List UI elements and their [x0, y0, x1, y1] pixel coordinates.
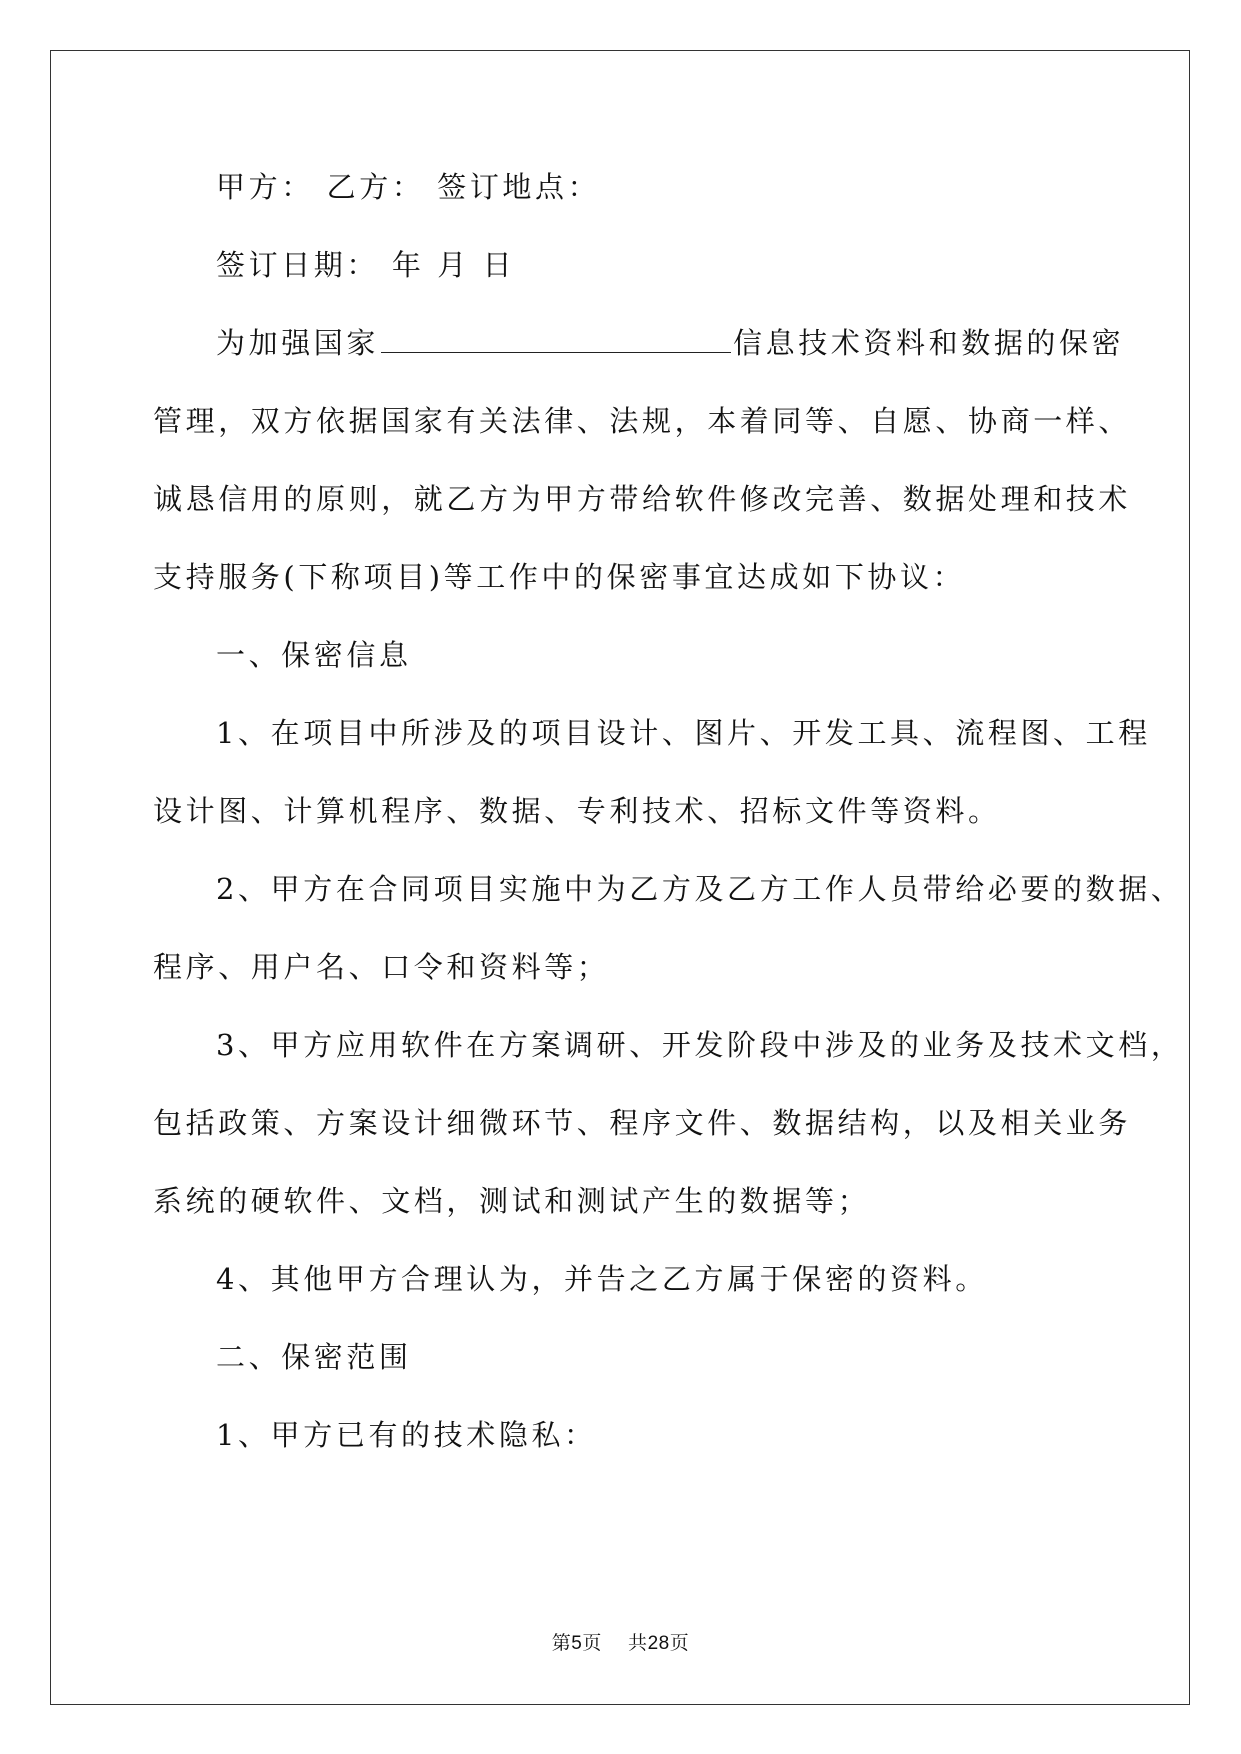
- document-body: [153, 162, 1184, 1488]
- item-1-4-line: 4、其他甲方合理认为，并告之乙方属于保密的资料。: [216, 1262, 988, 1296]
- intro-line-4: 支持服务(下称项目)等工作中的保密事宜达成如下协议：: [153, 560, 966, 594]
- item-1-3-line-3: 系统的硬软件、文档，测试和测试产生的数据等；: [153, 1184, 871, 1218]
- item-1-2-line-1: 2、甲方在合同项目实施中为乙方及乙方工作人员带给必要的数据、: [216, 872, 1184, 906]
- page-suffix: 页: [582, 1632, 602, 1654]
- item-1-2-line-2: 程序、用户名、口令和资料等；: [153, 950, 610, 984]
- total-suffix: 页: [669, 1632, 690, 1654]
- intro-line-2: 管理，双方依据国家有关法律、法规，本着同等、自愿、协商一样、: [153, 404, 1132, 438]
- item-1-1-line-2: 设计图、计算机程序、数据、专利技术、招标文件等资料。: [153, 794, 1001, 828]
- intro-text-before-blank: 为加强国家: [216, 326, 380, 360]
- page-number: 5: [571, 1633, 583, 1654]
- item-2-1-line: 1、甲方已有的技术隐私：: [216, 1418, 597, 1452]
- section-heading-confidential-scope: 二、保密范围: [216, 1340, 412, 1374]
- total-pages: 28: [647, 1633, 670, 1654]
- intro-text-after-blank: 信息技术资料和数据的保密: [733, 326, 1125, 360]
- intro-line-3: 诚恳信用的原则，就乙方为甲方带给软件修改完善、数据处理和技术: [153, 482, 1132, 516]
- page-prefix: 第: [551, 1632, 572, 1654]
- item-1-1-line-1: 1、在项目中所涉及的项目设计、图片、开发工具、流程图、工程: [216, 716, 1151, 750]
- total-prefix: 共: [628, 1632, 648, 1654]
- parties-line: 甲方： 乙方： 签订地点：: [216, 170, 601, 204]
- intro-line-1: [153, 318, 1125, 396]
- item-1-3-line-1: 3、甲方应用软件在方案调研、开发阶段中涉及的业务及技术文档，: [216, 1028, 1184, 1062]
- section-heading-confidential-info: 一、保密信息: [216, 638, 412, 672]
- page-footer: [0, 1628, 1241, 1655]
- signing-date-line: 签订日期： 年 月 日: [216, 248, 516, 282]
- fill-in-blank: [381, 328, 731, 353]
- item-1-3-line-2: 包括政策、方案设计细微环节、程序文件、数据结构，以及相关业务: [153, 1106, 1132, 1140]
